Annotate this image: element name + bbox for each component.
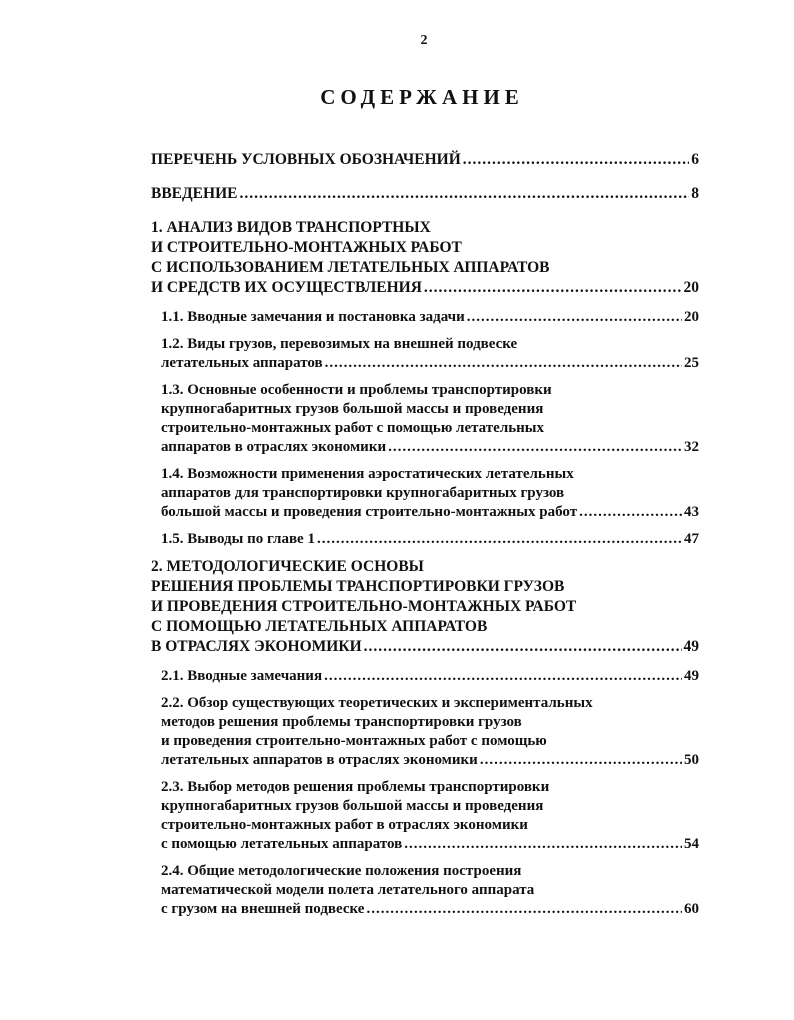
dot-leader: [388, 438, 682, 457]
dot-leader: [424, 278, 682, 298]
toc-page-number: 25: [684, 355, 699, 371]
toc-entry-line: аппаратов для транспортировки крупногабаритных грузов: [161, 485, 565, 501]
toc-entry-title: большой массы и проведения строительно-монтажных работ: [161, 504, 578, 520]
toc-page-number: 20: [684, 309, 699, 325]
toc-entry[interactable]: [151, 381, 699, 457]
toc-page-number: 50: [684, 752, 699, 768]
dot-leader: [480, 751, 682, 770]
toc-page-number: 49: [684, 668, 699, 684]
toc-entry[interactable]: [151, 862, 699, 919]
toc-entry-line: 2.4. Общие методологические положения построения: [161, 863, 522, 879]
toc-entry-title: 1.1. Вводные замечания и постановка задачи: [161, 309, 465, 325]
toc-entry-title: В ОТРАСЛЯХ ЭКОНОМИКИ: [151, 638, 362, 655]
toc-entry-line: РЕШЕНИЯ ПРОБЛЕМЫ ТРАНСПОРТИРОВКИ ГРУЗОВ: [151, 578, 565, 595]
dot-leader: [467, 308, 682, 327]
toc-entry-line: крупногабаритных грузов большой массы и проведения: [161, 401, 544, 417]
toc-page-number: 32: [684, 439, 699, 455]
toc-page-number: 60: [684, 901, 699, 917]
dot-leader: [239, 184, 689, 204]
toc-entry-title: с помощью летательных аппаратов: [161, 836, 403, 852]
toc-entry-line: методов решения проблемы транспортировки грузов: [161, 714, 522, 730]
toc-entry-title: аппаратов в отраслях экономики: [161, 439, 387, 455]
toc-entry-line: 1.2. Виды грузов, перевозимых на внешней подвеске: [161, 336, 518, 352]
toc-entry-line: строительно-монтажных работ с помощью летательных: [161, 420, 545, 436]
dot-leader: [324, 667, 682, 686]
page-title: СОДЕРЖАНИЕ: [320, 85, 524, 109]
toc-entry-line: крупногабаритных грузов большой массы и проведения: [161, 798, 544, 814]
toc-entry-title: ВВЕДЕНИЕ: [151, 185, 238, 202]
toc-entry[interactable]: [151, 778, 699, 854]
toc-entry-line: и проведения строительно-монтажных работ с помощью: [161, 733, 547, 749]
toc-entry[interactable]: [151, 694, 699, 770]
dot-leader: [366, 900, 682, 919]
toc-page-number: 49: [683, 638, 699, 655]
toc-page-number: 20: [683, 279, 699, 296]
toc-entry-line: строительно-монтажных работ в отраслях экономики: [161, 817, 528, 833]
toc-page-number: 54: [684, 836, 699, 852]
toc-entry-line: И ПРОВЕДЕНИЯ СТРОИТЕЛЬНО-МОНТАЖНЫХ РАБОТ: [151, 598, 577, 615]
toc-entry-title: 1.5. Выводы по главе 1: [161, 531, 315, 547]
toc-entry-line: 2.3. Выбор методов решения проблемы транспортировки: [161, 779, 550, 795]
toc-entry[interactable]: [151, 218, 699, 298]
toc-entry-line: 1. АНАЛИЗ ВИДОВ ТРАНСПОРТНЫХ: [151, 219, 431, 236]
dot-leader: [404, 835, 682, 854]
toc-entry[interactable]: [151, 308, 699, 327]
toc-entry[interactable]: [151, 465, 699, 522]
toc-entry[interactable]: [151, 557, 699, 657]
toc-page-number: 43: [684, 504, 699, 520]
toc-entry[interactable]: [151, 150, 699, 170]
toc-entry-title: летательных аппаратов: [161, 355, 323, 371]
page-number: 2: [420, 33, 428, 48]
toc-entry-title: И СРЕДСТВ ИХ ОСУЩЕСТВЛЕНИЯ: [151, 279, 422, 296]
toc-entry-line: С ПОМОЩЬЮ ЛЕТАТЕЛЬНЫХ АППАРАТОВ: [151, 618, 488, 635]
table-of-contents: [151, 150, 699, 927]
toc-entry-line: 2. МЕТОДОЛОГИЧЕСКИЕ ОСНОВЫ: [151, 558, 424, 575]
toc-entry-line: И СТРОИТЕЛЬНО-МОНТАЖНЫХ РАБОТ: [151, 239, 462, 256]
toc-page-number: 47: [684, 531, 699, 547]
dot-leader: [325, 354, 682, 373]
toc-entry-title: летательных аппаратов в отраслях экономики: [161, 752, 478, 768]
toc-entry-line: С ИСПОЛЬЗОВАНИЕМ ЛЕТАТЕЛЬНЫХ АППАРАТОВ: [151, 259, 550, 276]
toc-entry-title: ПЕРЕЧЕНЬ УСЛОВНЫХ ОБОЗНАЧЕНИЙ: [151, 151, 461, 168]
dot-leader: [364, 637, 682, 657]
toc-entry[interactable]: [151, 667, 699, 686]
toc-entry-line: 1.4. Возможности применения аэростатических летательных: [161, 466, 574, 482]
toc-page-number: 8: [691, 185, 699, 202]
dot-leader: [579, 503, 682, 522]
toc-entry[interactable]: [151, 184, 699, 204]
toc-entry-line: математической модели полета летательного аппарата: [161, 882, 535, 898]
toc-entry-line: 1.3. Основные особенности и проблемы транспортировки: [161, 382, 552, 398]
dot-leader: [463, 150, 689, 170]
toc-entry-line: 2.2. Обзор существующих теоретических и экспериментальных: [161, 695, 593, 711]
toc-entry[interactable]: [151, 335, 699, 373]
dot-leader: [317, 530, 682, 549]
toc-entry[interactable]: [151, 530, 699, 549]
toc-entry-title: с грузом на внешней подвеске: [161, 901, 365, 917]
toc-page-number: 6: [691, 151, 699, 168]
toc-entry-title: 2.1. Вводные замечания: [161, 668, 323, 684]
